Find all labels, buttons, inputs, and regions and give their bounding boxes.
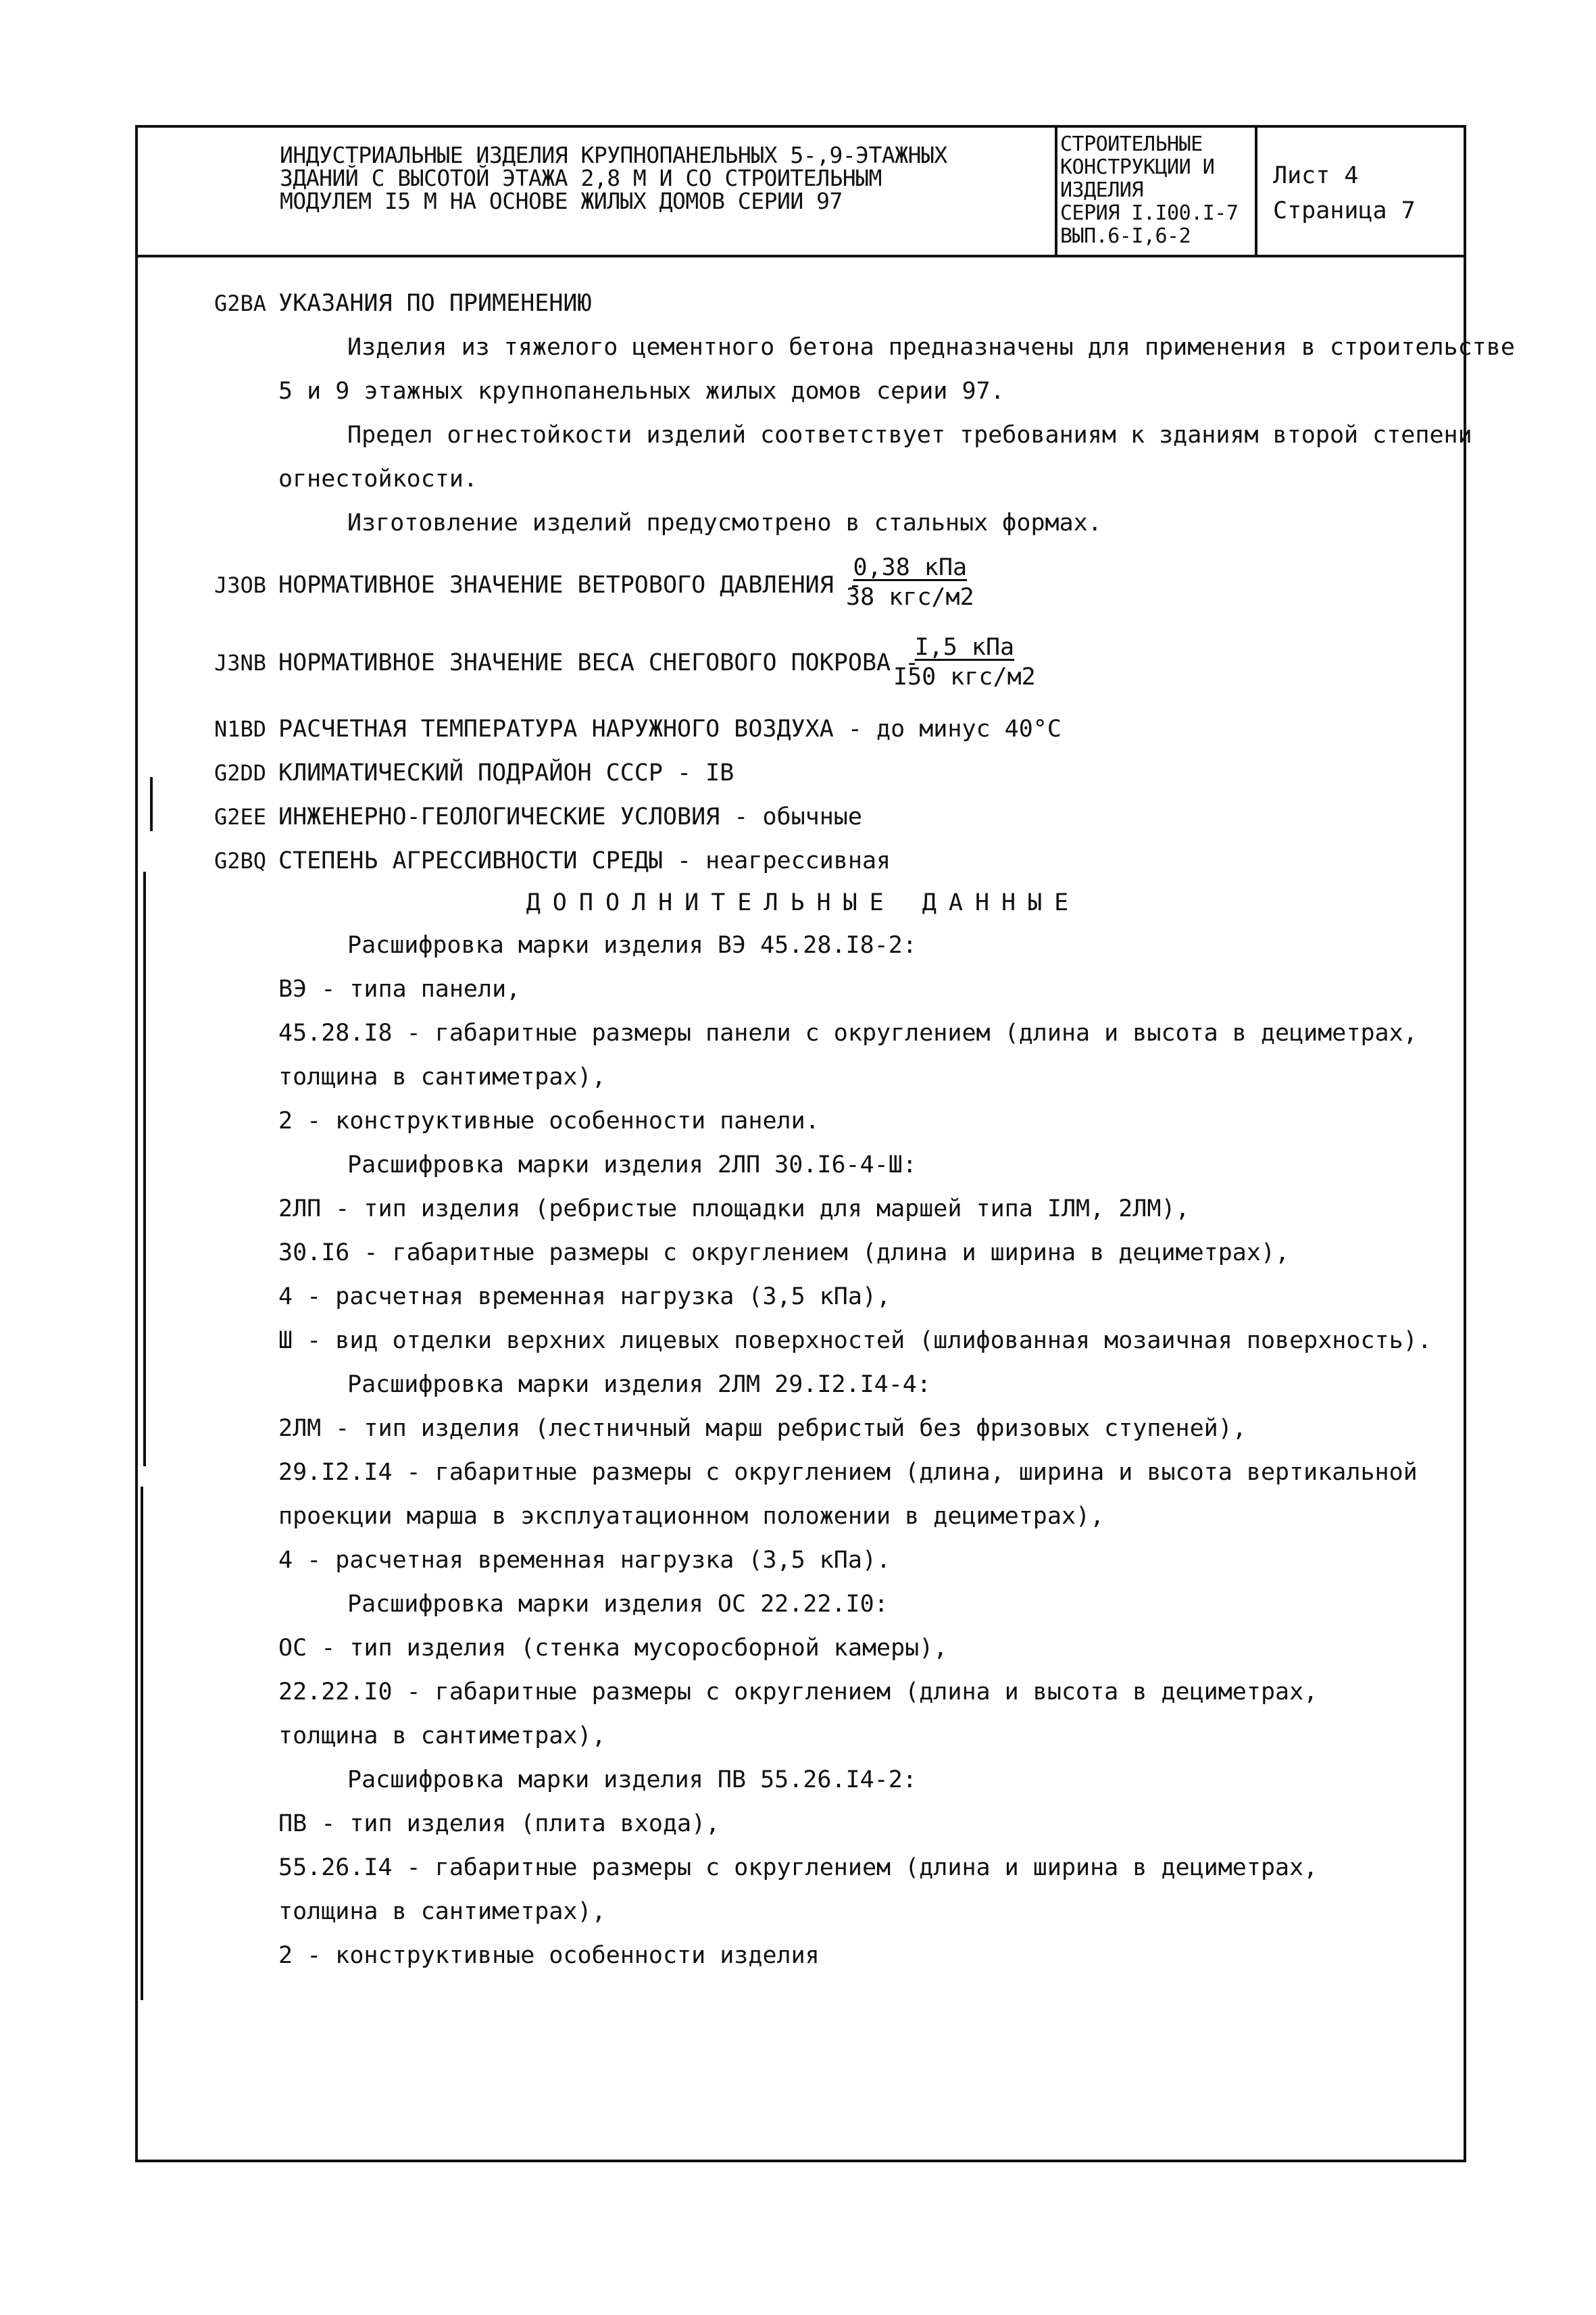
wind-value xyxy=(846,555,974,610)
climate-code: G2DD xyxy=(214,760,266,786)
text-line: 55.26.I4 - габаритные размеры с округлением (длина и ширина в дециметрах, xyxy=(278,1854,1318,1881)
page-number: Страница 7 xyxy=(1273,197,1416,224)
section-heading: УКАЗАНИЯ ПО ПРИМЕНЕНИЮ xyxy=(278,290,592,317)
text-line: ОС - тип изделия (стенка мусоросборной камеры), xyxy=(278,1635,948,1662)
text-line: толщина в сантиметрах), xyxy=(278,1064,606,1091)
wind-value-kgs: 38 кгс/м2 xyxy=(846,584,974,611)
text-line: 22.22.I0 - габаритные размеры с округлением (длина и высота в дециметрах, xyxy=(278,1678,1318,1706)
text-line: 2 - конструктивные особенности изделия xyxy=(278,1942,820,1969)
text-line: Ш - вид отделки верхних лицевых поверхностей (шлифованная мозаичная поверхность). xyxy=(278,1327,1432,1354)
climate-text: КЛИМАТИЧЕСКИЙ ПОДРАЙОН СССР - IB xyxy=(278,760,734,787)
temperature-text: РАСЧЕТНАЯ ТЕМПЕРАТУРА НАРУЖНОГО ВОЗДУХА - до минус 40°С xyxy=(278,716,1062,743)
wind-code: J3OB xyxy=(214,572,266,598)
text-line: Расшифровка марки изделия ОС 22.22.I0: xyxy=(347,1591,889,1618)
scan-mark xyxy=(141,1487,143,2000)
snow-value-kgs: I50 кгс/м2 xyxy=(893,664,1036,691)
text-line: толщина в сантиметрах), xyxy=(278,1898,606,1925)
text-line: 5 и 9 этажных крупнопанельных жилых домов серии 97. xyxy=(278,378,1005,405)
snow-value xyxy=(893,634,1036,690)
text-line: 4 - расчетная временная нагрузка (3,5 кПа). xyxy=(278,1547,891,1574)
wind-value-kpa: 0,38 кПа xyxy=(853,554,968,581)
geology-text: ИНЖЕНЕРНО-ГЕОЛОГИЧЕСКИЕ УСЛОВИЯ - обычные xyxy=(278,803,862,830)
text-line: Расшифровка марки изделия ПВ 55.26.I4-2: xyxy=(347,1766,917,1793)
snow-code: J3NB xyxy=(214,650,266,676)
document-frame xyxy=(135,125,1515,2162)
text-line: толщина в сантиметрах), xyxy=(278,1722,606,1749)
sheet-number: Лист 4 xyxy=(1273,162,1359,189)
title-block xyxy=(138,128,1464,257)
text-line: Расшифровка марки изделия ВЭ 45.28.I8-2: xyxy=(347,932,917,959)
text-line: Расшифровка марки изделия 2ЛМ 29.I2.I4-4: xyxy=(347,1371,931,1398)
text-line: 2ЛМ - тип изделия (лестничный марш ребристый без фризовых ступеней), xyxy=(278,1415,1247,1442)
document-title xyxy=(280,144,1185,213)
text-line: Изделия из тяжелого цементного бетона предназначены для применения в строительстве xyxy=(347,334,1515,361)
text-line: 4 - расчетная временная нагрузка (3,5 кПа), xyxy=(278,1283,891,1310)
extra-data-heading: ДОПОЛНИТЕЛЬНЫЕ ДАННЫЕ xyxy=(526,889,1081,916)
series-line: СЕРИЯ I.I00.I-7 xyxy=(1060,201,1239,225)
series-line: ВЫП.6-I,6-2 xyxy=(1060,224,1191,248)
scan-mark xyxy=(143,872,146,1466)
series-cell xyxy=(1055,128,1257,255)
title-line: ИНДУСТРИАЛЬНЫЕ ИЗДЕЛИЯ КРУПНОПАНЕЛЬНЫХ 5-,9-ЭТАЖНЫХ xyxy=(280,142,947,168)
aggressiveness-text: СТЕПЕНЬ АГРЕССИВНОСТИ СРЕДЫ - неагрессивная xyxy=(278,847,891,874)
title-line: МОДУЛЕМ I5 М НА ОСНОВЕ ЖИЛЫХ ДОМОВ СЕРИИ 97 xyxy=(280,188,843,214)
text-line: 29.I2.I4 - габаритные размеры с округлением (длина, ширина и высота вертикальной xyxy=(278,1459,1418,1486)
text-line: Предел огнестойкости изделий соответствует требованиям к зданиям второй степени xyxy=(347,422,1472,449)
temperature-code: N1BD xyxy=(214,716,266,742)
text-line: огнестойкости. xyxy=(278,466,478,493)
text-line: 30.I6 - габаритные размеры с округлением (длина и ширина в дециметрах), xyxy=(278,1239,1290,1266)
text-line: 2 - конструктивные особенности панели. xyxy=(278,1107,820,1135)
text-line: 2ЛП - тип изделия (ребристые площадки для маршей типа IЛМ, 2ЛМ), xyxy=(278,1195,1190,1222)
snow-value-kpa: I,5 кПа xyxy=(914,634,1015,661)
snow-label: НОРМАТИВНОЕ ЗНАЧЕНИЕ ВЕСА СНЕГОВОГО ПОКРОВА - xyxy=(278,649,920,676)
series-line: ИЗДЕЛИЯ xyxy=(1060,178,1143,202)
series-line: КОНСТРУКЦИИ И xyxy=(1060,155,1215,179)
text-line: ВЭ - типа панели, xyxy=(278,976,521,1003)
text-line: проекции марша в эксплуатационном положении в дециметрах), xyxy=(278,1503,1105,1530)
text-line: Изготовление изделий предусмотрено в стальных формах. xyxy=(347,509,1102,537)
series-line: СТРОИТЕЛЬНЫЕ xyxy=(1060,132,1203,156)
text-line: 45.28.I8 - габаритные размеры панели с округлением (длина и высота в дециметрах, xyxy=(278,1020,1418,1047)
geology-code: G2EE xyxy=(214,804,266,830)
sheet-cell xyxy=(1273,158,1462,228)
aggressiveness-code: G2BQ xyxy=(214,848,266,874)
scan-mark xyxy=(150,777,153,831)
text-line: Расшифровка марки изделия 2ЛП 30.I6-4-Ш: xyxy=(347,1151,917,1178)
section-code: G2BA xyxy=(214,291,266,316)
title-line: ЗДАНИЙ С ВЫСОТОЙ ЭТАЖА 2,8 М И СО СТРОИТЕЛЬНЫМ xyxy=(280,165,882,191)
wind-label: НОРМАТИВНОЕ ЗНАЧЕНИЕ ВЕТРОВОГО ДАВЛЕНИЯ - xyxy=(278,572,862,599)
text-line: ПВ - тип изделия (плита входа), xyxy=(278,1810,720,1837)
